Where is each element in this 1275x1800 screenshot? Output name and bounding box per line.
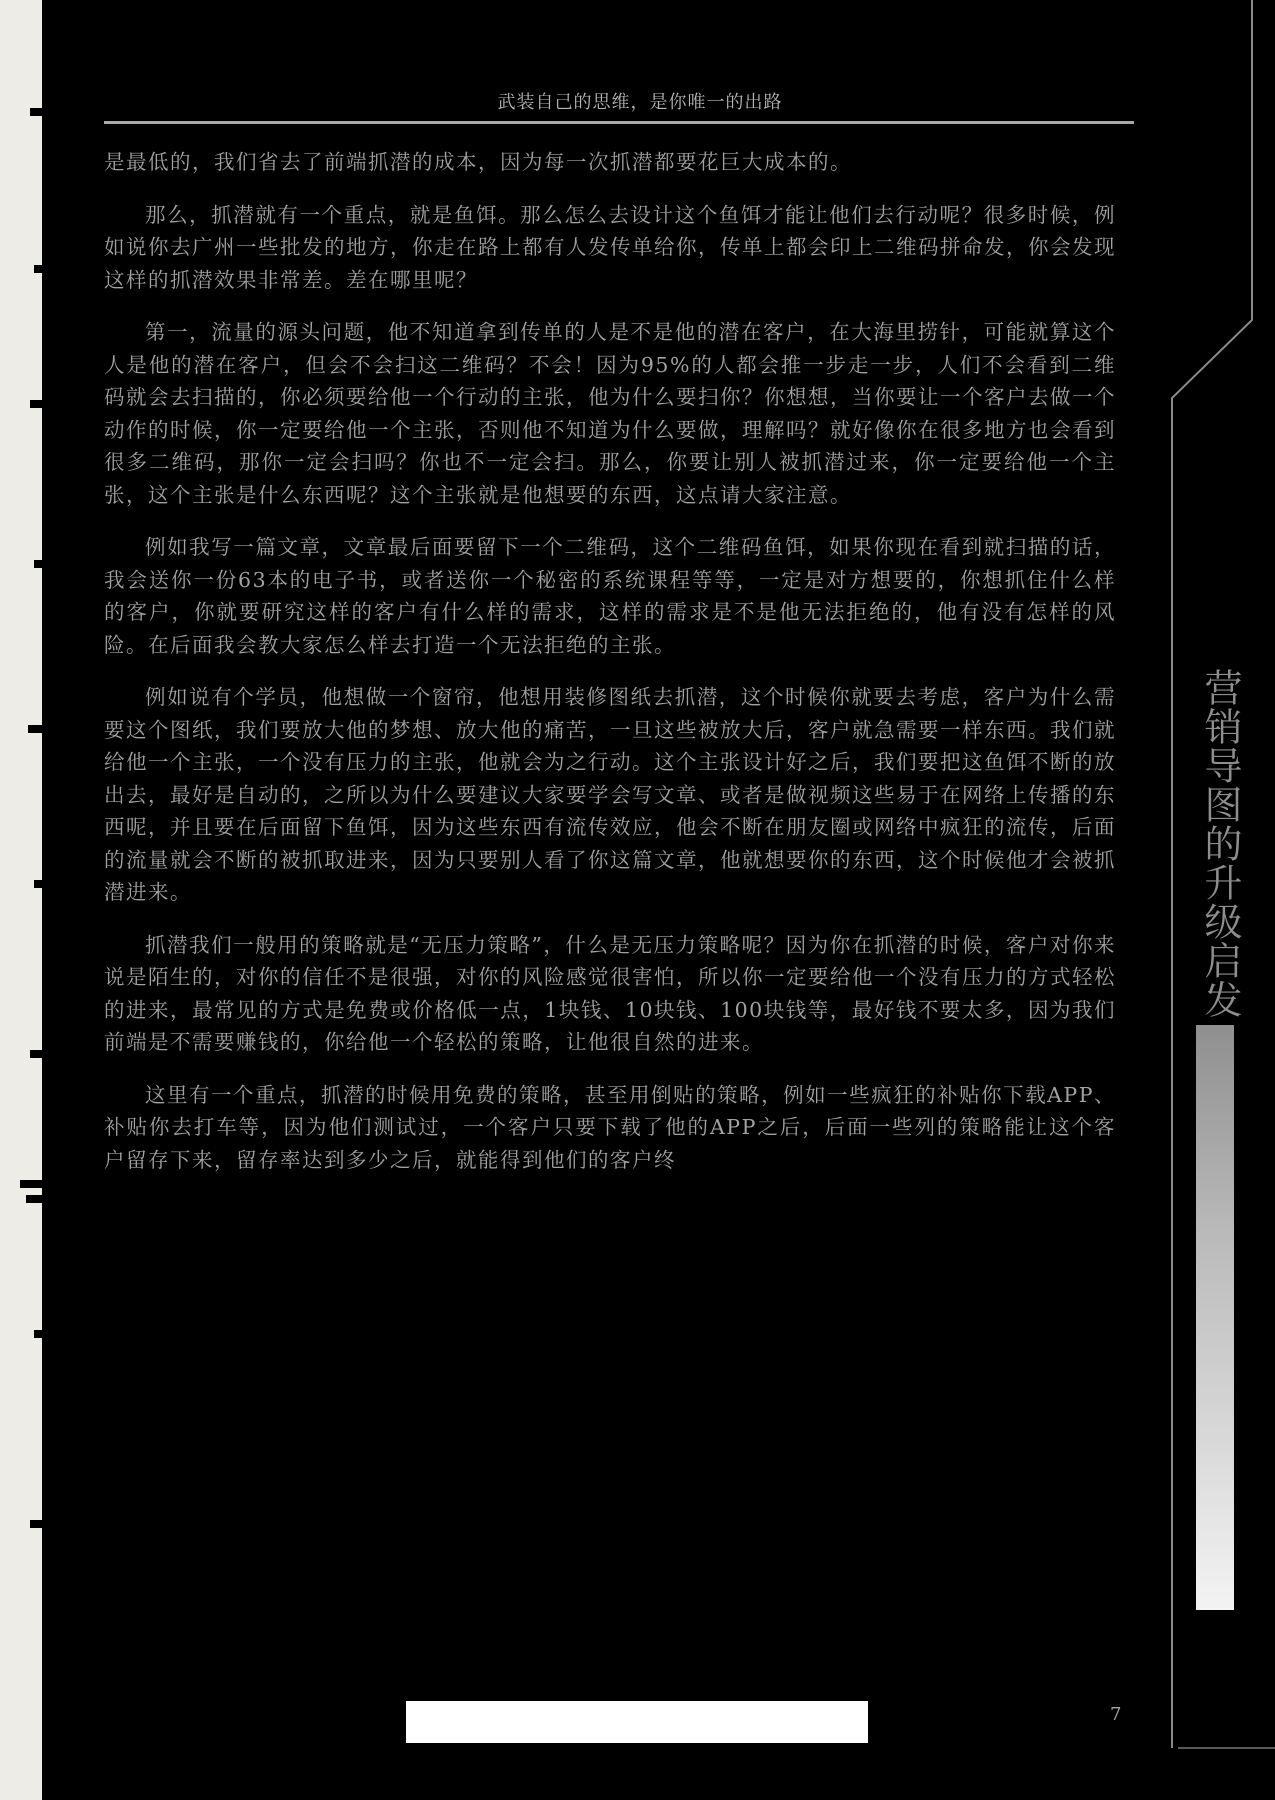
paragraph: 抓潜我们一般用的策略就是“无压力策略”，什么是无压力策略呢？因为你在抓潜的时候，客户对你来说是陌生的，对你的信任不是很强，对你的风险感觉很害怕，所以你一定要给他一个没有压力的方式轻松的进来，最常见的方式是免费或价格低一点，1块钱、10块钱、100块钱等，最好钱不要太多，因为我们前端是不需要赚钱的，你给他一个轻松的策略，让他很自然的进来。 xyxy=(104,932,1116,1054)
body-text xyxy=(104,146,1116,1196)
paragraph: 是最低的，我们省去了前端抓潜的成本，因为每一次抓潜都要花巨大成本的。 xyxy=(104,150,852,174)
page-edge xyxy=(0,0,42,1800)
paragraph: 例如说有个学员，他想做一个窗帘，他想用装修图纸去抓潜，这个时候你就要去考虑，客户为什么需要这个图纸，我们要放大他的梦想、放大他的痛苦，一旦这些被放大后，客户就急需要一样东西。我们就给他一个主张，一个没有压力的主张，他就会为之行动。这个主张设计好之后，我们要把这鱼饵不断的放出去，最好是自动的，之所以为什么要建议大家要学会写文章、或者是做视频这些易于在网络上传播的东西呢，并且要在后面留下鱼饵，因为这些东西有流传效应，他会不断在朋友圈或网络中疯狂的流传，后面的流量就会不断的被抓取进来，因为只要别人看了你这篇文章，他就想要你的东西，这个时候他才会被抓潜进来。 xyxy=(104,685,1116,904)
paragraph: 第一，流量的源头问题，他不知道拿到传单的人是不是他的潜在客户，在大海里捞针，可能就算这个人是他的潜在客户，但会不会扫这二维码？不会！因为95%的人都会推一步走一步，人们不会看到二维码就会去扫描的，你必须要给他一个行动的主张，他为什么要扫你？你想想，当你要让一个客户去做一个动作的时候，你一定要给他一个主张，否则他不知道为什么要做，理解吗？就好像你在很多地方也会看到很多二维码，那你一定会扫吗？你也不一定会扫。那么，你要让别人被抓潜过来，你一定要给他一个主张，这个主张是什么东西呢？这个主张就是他想要的东西，这点请大家注意。 xyxy=(104,320,1116,507)
paragraph: 例如我写一篇文章，文章最后面要留下一个二维码，这个二维码鱼饵，如果你现在看到就扫描的话，我会送你一份63本的电子书，或者送你一个秘密的系统课程等等，一定是对方想要的，你想抓住什么样的客户，你就要研究这样的客户有什么样的需求，这样的需求是不是他无法拒绝的，他有没有怎样的风险。在后面我会教大家怎么样去打造一个无法拒绝的主张。 xyxy=(104,535,1116,657)
header-rule xyxy=(104,121,1134,124)
side-gradient-bar xyxy=(1196,1025,1234,1610)
page-number: 7 xyxy=(1110,1704,1122,1725)
paragraph: 那么，抓潜就有一个重点，就是鱼饵。那么怎么去设计这个鱼饵才能让他们去行动呢？很多时候，例如说你去广州一些批发的地方，你走在路上都有人发传单给你，传单上都会印上二维码拼命发，你会发现这样的抓潜效果非常差。差在哪里呢？ xyxy=(104,202,1116,292)
side-section-title: 营销导图的升级启发 xyxy=(1198,668,1242,1019)
redaction-block xyxy=(406,1701,868,1743)
running-header: 武装自己的思维，是你唯一的出路 xyxy=(497,92,783,113)
paragraph: 这里有一个重点，抓潜的时候用免费的策略，甚至用倒贴的策略，例如一些疯狂的补贴你下载APP、补贴你去打车等，因为他们测试过，一个客户只要下载了他的APP之后，后面一些列的策略能让这个客户留存下来，留存率达到多少之后，就能得到他们的客户终 xyxy=(104,1082,1116,1172)
